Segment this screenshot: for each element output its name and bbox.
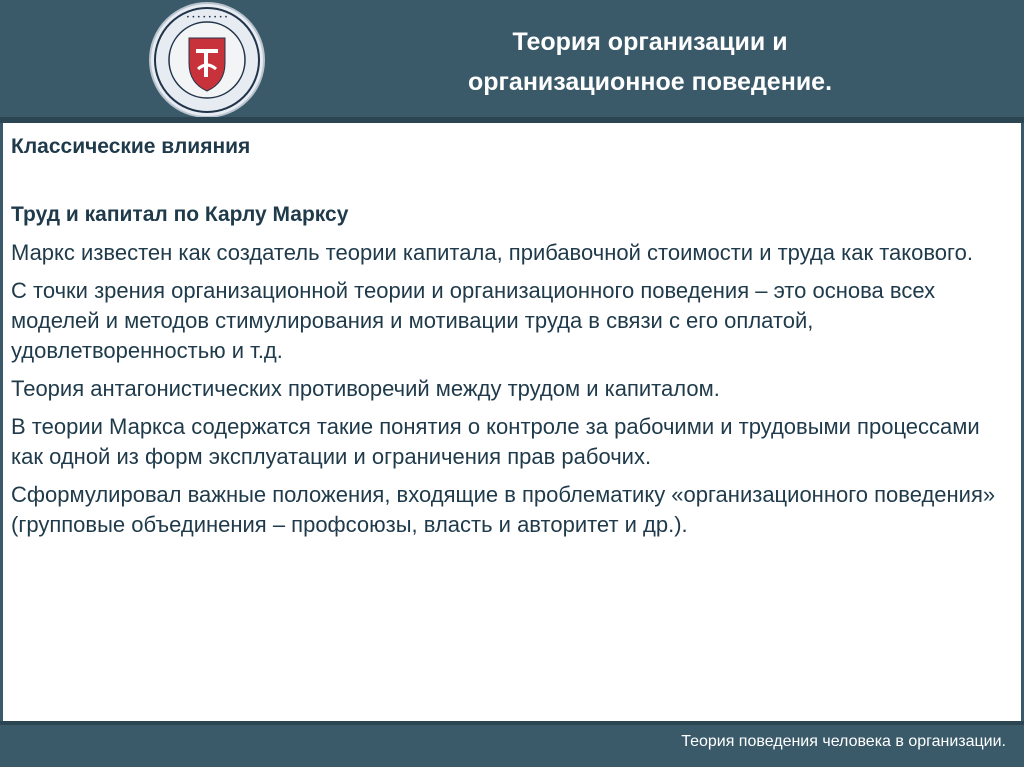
title-line-1: Теория организации и	[512, 28, 788, 56]
slide-footer	[0, 721, 1024, 767]
title-line-2: организационное поведение.	[467, 68, 833, 96]
paragraph: В теории Маркса содержатся такие понятия о контроле за рабочими и трудовыми процессами как одной из форм эксплуатации и ограничения прав рабочих.	[11, 414, 980, 469]
paragraph: Сформулировал важные положения, входящие в проблематику «организационного поведения» (групповые объединения – профсоюзы, власть и авторитет и др.).	[11, 482, 996, 537]
section-heading: Классические влияния	[11, 135, 251, 158]
section-subheading: Труд и капитал по Карлу Марксу	[11, 203, 349, 226]
body-text	[11, 238, 1011, 548]
university-seal-logo	[146, 1, 268, 119]
paragraph: С точки зрения организационной теории и организационного поведения – это основа всех моделей и методов стимулирования и мотивации труда в связи с его оплатой, удовлетворенностью и т.д.	[11, 278, 936, 363]
slide-content	[0, 123, 1024, 721]
paragraph: Теория антагонистических противоречий между трудом и капиталом.	[11, 376, 720, 401]
footer-text: Теория поведения человека в организации.	[681, 733, 1006, 750]
svg-text:• • • • • • • •: • • • • • • • •	[186, 14, 228, 21]
slide-title	[360, 22, 940, 102]
paragraph: Маркс известен как создатель теории капитала, прибавочной стоимости и труда как такового.	[11, 240, 973, 265]
slide-header	[0, 0, 1024, 123]
